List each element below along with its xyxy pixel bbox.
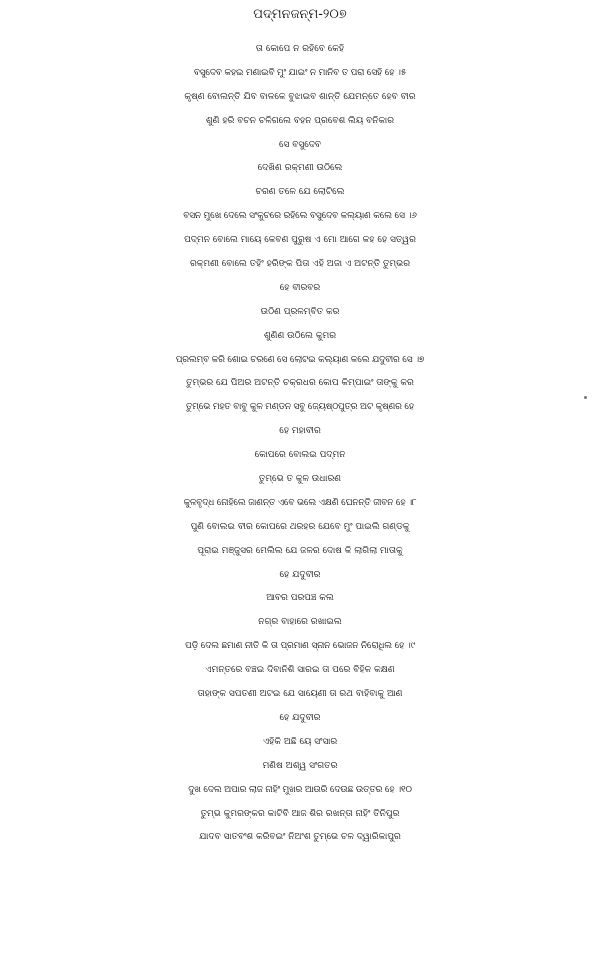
verse-line: ରକ୍ମଣୀ ବୋଲେ ତହିଂ ହରିଙ୍କ ପିତା ଏହି ଅଜା ଏ ଅଟନ୍ତି ତୁମ୍ଭର bbox=[189, 259, 411, 270]
verse-line: ପଦ୍ମନ ବୋଲେ ମାୟେ କେବଣ ପୁରୁଷ ଏ ମୋ ଆଗେ କହ ହେ ସତ୍ୱର bbox=[184, 235, 416, 246]
verse-line: ତା କୋପେ ନ ରହିବେ କେହି bbox=[255, 44, 345, 54]
verse-line: ତୁମ୍ଭର ଯେ ପିଅର ଅଟନ୍ତି ଚକ୍ରଧର କୋପ କିମ୍ପାଇଂ ତାଙ୍କୁ କର bbox=[186, 378, 414, 389]
verse-line: ପୁଣି ବୋଲଇ ବୀର କୋପରେ ଥରହର ଯେବେ ମୁଂ ପାଇଲି ଗଣ୍ଡକୁ bbox=[190, 521, 410, 532]
verse-line: ବସନ ମୁଖେ ଦେଲେ ସଂକୁଚରେ ରହିଲେ ବସୁଦେବ କଲ୍ୟାଣ କଲେ ସେ ।୬ bbox=[183, 211, 417, 222]
verse-line: ନଗ୍ର ବାହାରେ ରଖାଇଲ bbox=[258, 617, 342, 628]
verse-line: ତୁମ୍ଭେ ତ କୁଳ ଉଧାରଣ bbox=[258, 474, 342, 485]
verse-line: ଆବର ପରପଞ୍ଚ କଲ bbox=[266, 593, 334, 604]
verse-line: କୁଳବୃଦ୍ଧ ନୋହିଲେ ଜାଣନ୍ତ ଏବେ ଭଲେ ଏକ୍ଷଣି ଘେନନ୍ତି ଜୀବନ ହେ ।୮ bbox=[183, 497, 417, 508]
verse-line: ପୂରାଇ ମଞ୍ଜୁସର ମେଲିଲ ଯେ ଜଳର ଦୋଷ କି ଲାଗିଲା ମାତାକୁ bbox=[197, 545, 403, 556]
verse-line: ଚରଣ ତଳେ ଯେ ଲୋଟିଲେ bbox=[255, 187, 345, 198]
verse-line: ସେ ବସୁଦେବ bbox=[278, 139, 322, 150]
verse-lines bbox=[0, 38, 600, 850]
verse-line: ହେ ମହାବୀର bbox=[279, 426, 321, 437]
verse-line: ଏହିକି ଅଛି ୟେ ସଂସାର bbox=[262, 736, 338, 747]
verse-line: ହେ ଯଦୁବୀର bbox=[279, 712, 321, 723]
verse-line: ଏମନ୍ତରେ ବଞ୍ଚଇ ଦିବାନିଶି ସାରଇ ତା ପରେ ବିହିଳ କକ୍ଷଣ bbox=[205, 665, 395, 676]
verse-line: ପ୍ରଲମ୍ବ କରି ଶୋଇ ଚରଣେ ସେ ଲୋଟଇ କଲ୍ୟାଣ କଲେ ଯଦୁବୀର ସେ ।୭ bbox=[175, 354, 425, 365]
verse-line: ହେ ବୀରବର bbox=[279, 282, 321, 293]
verse-line: ପଡ଼ି ଦେଲ ଛମାଣ ନୀତି କି ତା ପ୍ରମାଣ ସ୍ନାନ ଭୋଜନ ନିରୋଧିଲ ହେ ।୯ bbox=[185, 641, 415, 652]
verse-line: ଯାଦବ ସାତବଂଶ କରିବଇଂ ନିଅଂଶ ତୁମ୍ଭେ ଚଳ ଦ୍ୱାରିକାପୁର bbox=[199, 832, 401, 843]
verse-line: ଦେଖିଣ ରକ୍ମଣୀ ଉଠିଲେ bbox=[257, 163, 343, 174]
verse-line: ଶୁଣିଣ ଉଠିଲେ କୁମର bbox=[263, 330, 337, 341]
page-header: ପଦ୍ମନଜନ୍ମ-୨୦୭ bbox=[253, 7, 347, 22]
verse-line: ଉଠିଣ ପ୍ରଳମ୍ବିତ କର bbox=[260, 306, 340, 317]
verse-line: ତାହାଙ୍କ ସପତଣୀ ଅଟଇ ଯେ ସାୟେଣୀ ତା ରଥ ବାହିବାକୁ ଆଣ bbox=[197, 689, 403, 700]
verse-line: ମଣିଷ ଅଶ୍ୱ ସଂଗତର bbox=[262, 760, 338, 771]
speck-mark bbox=[584, 396, 587, 399]
verse-line: କୋପରେ ବୋଲଇ ପଦ୍ମନ bbox=[254, 450, 346, 461]
verse-line: ଶୁଣି ହରି ବଚନ ଚଳିଗଲେ ବହନ ପ୍ରବେଶ ଲିୟ ବନିକାର bbox=[205, 115, 395, 126]
verse-line: ହେ ଯଦୁବୀର bbox=[279, 569, 321, 580]
verse-line: ତୁମ୍ଭେ ମହତ ବାବୁ କୁଳ ମଣ୍ଡନ ସବୁ ଜ୍ୟେଷ୍ଠପୁତ୍ର ଅଟ କୃଷ୍ଣର ହେ bbox=[186, 402, 414, 413]
verse-line: ଦୁଖ ଦେଲ ଅପାର ଲାଜ ନାହିଂ ମୁଖର ଆଉରି ଦେଉଛ ଉତ୍ତର ହେ ।୧୦ bbox=[188, 784, 412, 795]
verse-line: ବସୁଦେବ କହଇ ମଣାଇବି ମୁଂ ଯାଇଂ ନ ମାନିବ ତ ପରା ସେହି ହେ ।୫ bbox=[193, 67, 407, 78]
verse-line: ତୁମ୍ଭ କୁମରଙ୍କର କାଟିବି ଆଜ ଶିର ରଖନ୍ତା ନାହିଂ ତିନିପୁର bbox=[200, 808, 400, 819]
verse-line: କୃଷ୍ଣ ବୋଲନ୍ତି ଯିବ ବାଳକେ ବୁଝାଇବ ଶାନ୍ତି ଯେମନ୍ତେ ହେବ ବୀର bbox=[184, 91, 416, 102]
